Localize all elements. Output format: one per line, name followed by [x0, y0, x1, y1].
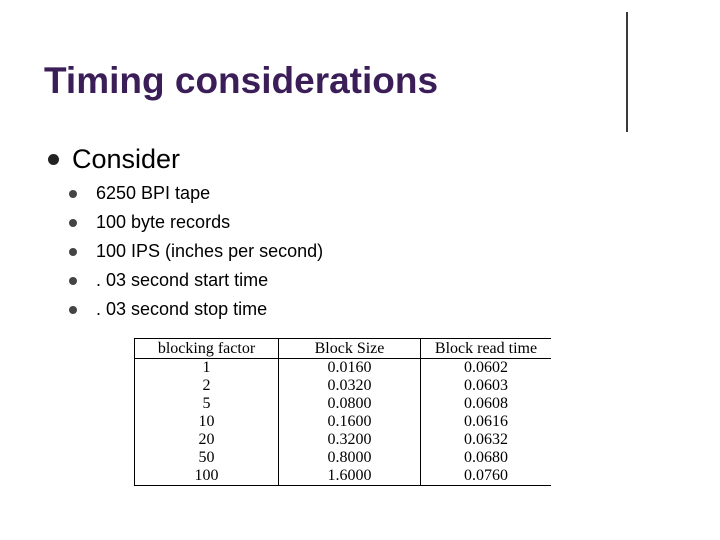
table-cell: 0.0160 [279, 359, 421, 378]
table-row [135, 395, 552, 413]
table-cell: 2 [135, 377, 279, 395]
sub-bullet-item [69, 295, 323, 324]
sub-bullet-text: . 03 second start time [96, 270, 269, 290]
table-cell: 0.0602 [464, 359, 508, 376]
table-cell: 0.0603 [464, 377, 508, 394]
bullet-consider [48, 143, 180, 175]
sub-bullet-text: . 03 second stop time [96, 299, 268, 319]
table-cell: 0.0616 [464, 413, 508, 430]
table-cell: 0.1600 [279, 413, 421, 431]
column-header: Block read time [421, 339, 552, 359]
bullet-dot-icon [48, 154, 59, 165]
sub-bullet-list [69, 179, 323, 324]
table-header-row [135, 339, 552, 359]
table-row [135, 467, 552, 486]
table-row [135, 359, 552, 378]
bullet-label: Consider [72, 143, 181, 174]
table-cell: 1.6000 [279, 467, 421, 486]
column-header: Block Size [279, 339, 421, 359]
sub-bullet-dot-icon [69, 306, 77, 314]
column-header: blocking factor [135, 339, 279, 359]
sub-bullet-item [69, 208, 323, 237]
vertical-divider-line [626, 12, 628, 132]
table-cell: 0.0680 [464, 449, 508, 466]
sub-bullet-item [69, 266, 323, 295]
sub-bullet-item [69, 179, 323, 208]
table-cell: 0.3200 [279, 431, 421, 449]
table-row [135, 449, 552, 467]
table-row [135, 431, 552, 449]
sub-bullet-dot-icon [69, 219, 77, 227]
blocking-factor-table [134, 338, 551, 486]
table-cell: 1 [135, 359, 279, 378]
sub-bullet-item [69, 237, 323, 266]
table-cell: 100 [135, 467, 279, 486]
sub-bullet-text: 100 byte records [96, 212, 231, 232]
table-cell: 0.0800 [279, 395, 421, 413]
table-cell: 0.0760 [464, 467, 508, 484]
table-cell: 0.0320 [279, 377, 421, 395]
table-row [135, 377, 552, 395]
table-cell: 0.0608 [464, 395, 508, 412]
table-cell: 20 [135, 431, 279, 449]
sub-bullet-text: 6250 BPI tape [96, 183, 211, 203]
table-cell: 50 [135, 449, 279, 467]
sub-bullet-dot-icon [69, 190, 77, 198]
sub-bullet-text: 100 IPS (inches per second) [96, 241, 324, 261]
table-row [135, 413, 552, 431]
table-cell: 0.0632 [464, 431, 508, 448]
table-cell: 5 [135, 395, 279, 413]
sub-bullet-dot-icon [69, 277, 77, 285]
slide-title: Timing considerations [44, 60, 439, 101]
sub-bullet-dot-icon [69, 248, 77, 256]
table-cell: 10 [135, 413, 279, 431]
table-cell: 0.8000 [279, 449, 421, 467]
